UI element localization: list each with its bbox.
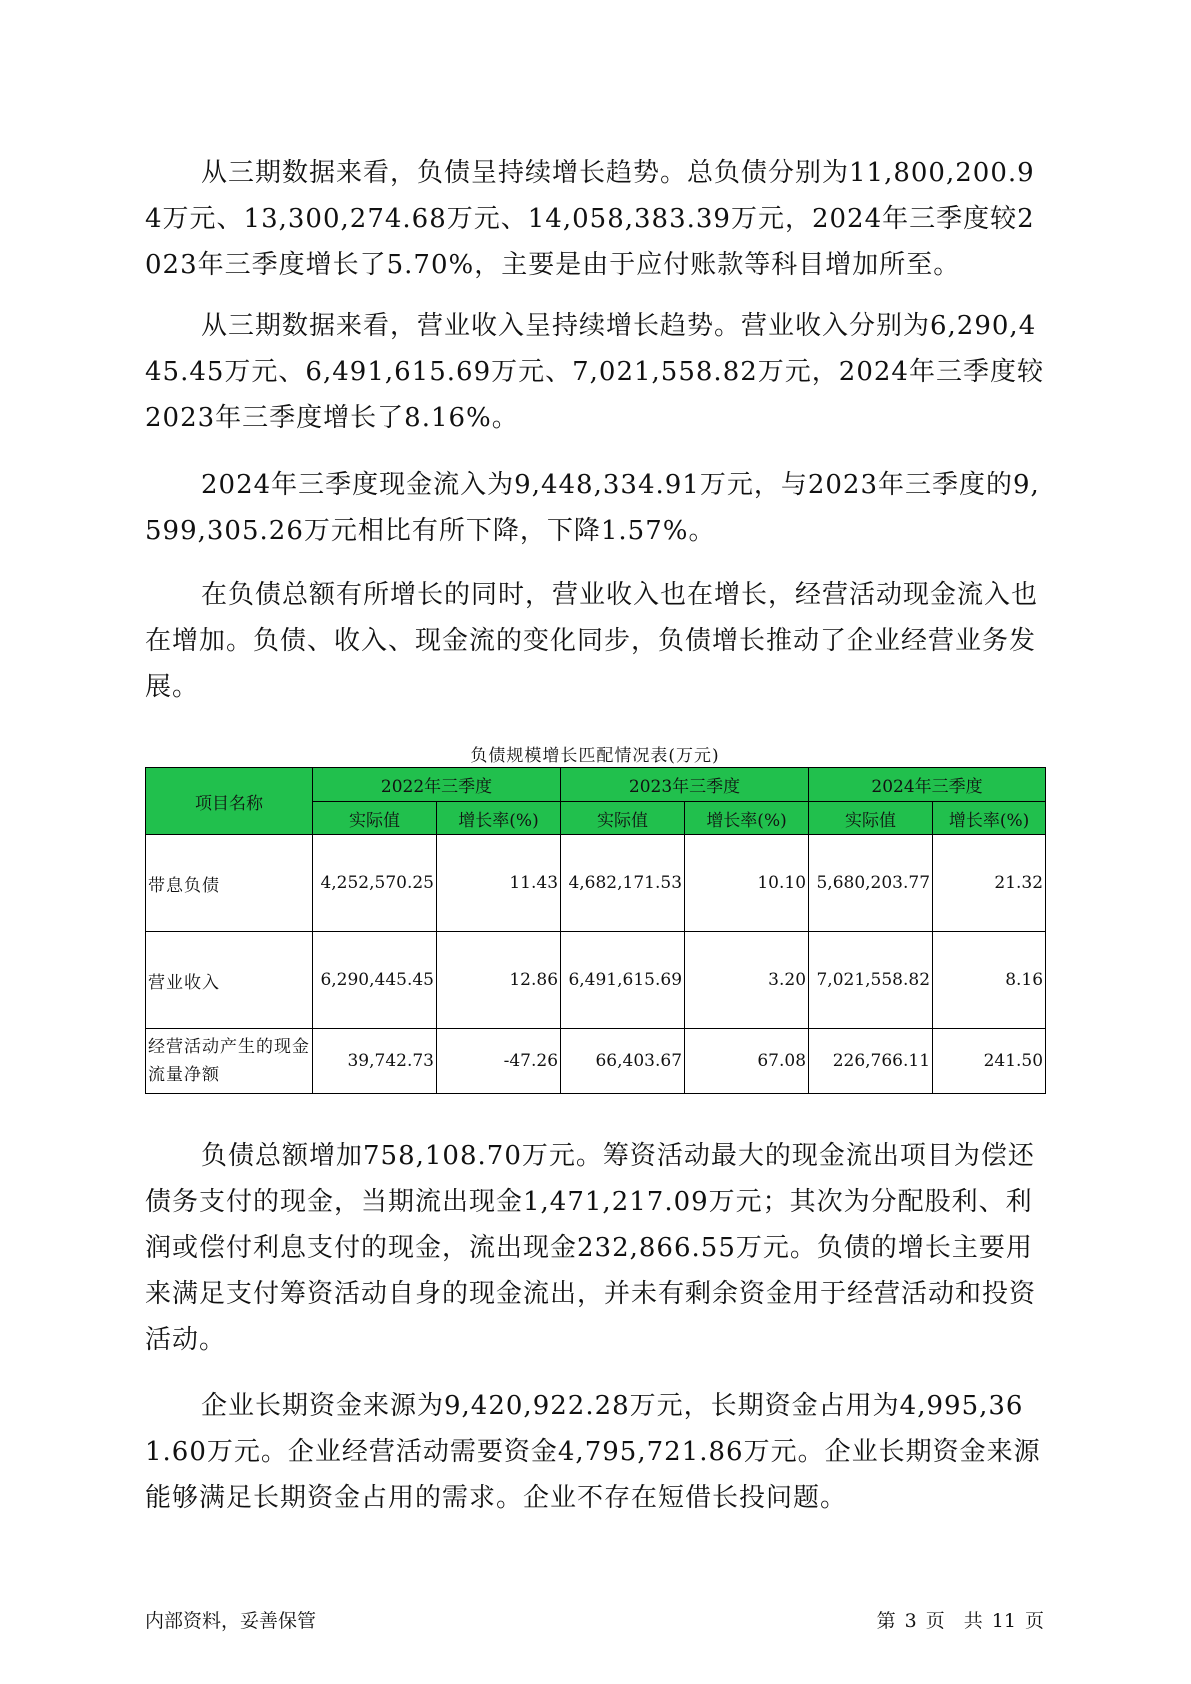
row-name: 营业收入 [146, 932, 313, 1029]
table-header-row [146, 768, 1046, 802]
paragraph-cash-inflow: 2024年三季度现金流入为9,448,334.91万元，与2023年三季度的9,599,305.26万元相比有所下降，下降1.57%。 [145, 470, 1040, 546]
subheader-growth: 增长率(%) [685, 802, 809, 835]
footer-page-number: 第 3 页 共 11 页 [876, 1610, 1044, 1632]
paragraph-sync-summary: 在负债总额有所增长的同时，营业收入也在增长，经营活动现金流入也在增加。负债、收入、现金流的变化同步，负债增长推动了企业经营业务发展。 [145, 580, 1039, 702]
cell-value: 5,680,203.77 [809, 835, 933, 932]
liability-growth-table [145, 767, 1046, 1094]
table-row [146, 1029, 1046, 1094]
cell-value: 21.32 [933, 835, 1046, 932]
cell-value: 241.50 [933, 1029, 1046, 1094]
row-name: 带息负债 [146, 835, 313, 932]
subheader-actual: 实际值 [561, 802, 685, 835]
cell-value: 226,766.11 [809, 1029, 933, 1094]
cell-value: 10.10 [685, 835, 809, 932]
cell-value: 4,682,171.53 [561, 835, 685, 932]
table-caption: 负债规模增长匹配情况表(万元) [470, 746, 720, 766]
cell-value: 8.16 [933, 932, 1046, 1029]
cell-value: 66,403.67 [561, 1029, 685, 1094]
cell-value: 4,252,570.25 [313, 835, 437, 932]
subheader-actual: 实际值 [313, 802, 437, 835]
table-row [146, 932, 1046, 1029]
cell-value: 6,491,615.69 [561, 932, 685, 1029]
cell-value: 3.20 [685, 932, 809, 1029]
subheader-growth: 增长率(%) [933, 802, 1046, 835]
paragraph-total-liabilities: 从三期数据来看，负债呈持续增长趋势。总负债分别为11,800,200.94万元、13,300,274.68万元、14,058,383.39万元，2024年三季度较2023年三季度增长了5.70%，主要是由于应付账款等科目增加所至。 [145, 158, 1035, 280]
cell-value: -47.26 [437, 1029, 561, 1094]
paragraph-long-term-funds: 企业长期资金来源为9,420,922.28万元，长期资金占用为4,995,361.60万元。企业经营活动需要资金4,795,721.86万元。企业长期资金来源能够满足长期资金占用的需求。企业不存在短借长投问题。 [145, 1391, 1041, 1513]
subheader-actual: 实际值 [809, 802, 933, 835]
cell-value: 39,742.73 [313, 1029, 437, 1094]
cell-value: 11.43 [437, 835, 561, 932]
paragraph-financing-outflow: 负债总额增加758,108.70万元。筹资活动最大的现金流出项目为偿还债务支付的现金，当期流出现金1,471,217.09万元；其次为分配股利、利润或偿付利息支付的现金，流出现金232,866.55万元。负债的增长主要用来满足支付筹资活动自身的现金流出，并未有剩余资金用于经营活动和投资活动。 [145, 1141, 1037, 1355]
row-name: 经营活动产生的现金流量净额 [146, 1029, 313, 1094]
paragraph-revenue: 从三期数据来看，营业收入呈持续增长趋势。营业收入分别为6,290,445.45万元、6,491,615.69万元、7,021,558.82万元，2024年三季度较2023年三季度增长了8.16%。 [145, 311, 1044, 433]
header-period-2022: 2022年三季度 [313, 768, 561, 802]
header-period-2024: 2024年三季度 [809, 768, 1046, 802]
cell-value: 67.08 [685, 1029, 809, 1094]
table-row [146, 835, 1046, 932]
cell-value: 12.86 [437, 932, 561, 1029]
header-item-name: 项目名称 [146, 768, 313, 835]
subheader-growth: 增长率(%) [437, 802, 561, 835]
cell-value: 7,021,558.82 [809, 932, 933, 1029]
footer-confidential-note: 内部资料，妥善保管 [145, 1610, 317, 1632]
header-period-2023: 2023年三季度 [561, 768, 809, 802]
cell-value: 6,290,445.45 [313, 932, 437, 1029]
